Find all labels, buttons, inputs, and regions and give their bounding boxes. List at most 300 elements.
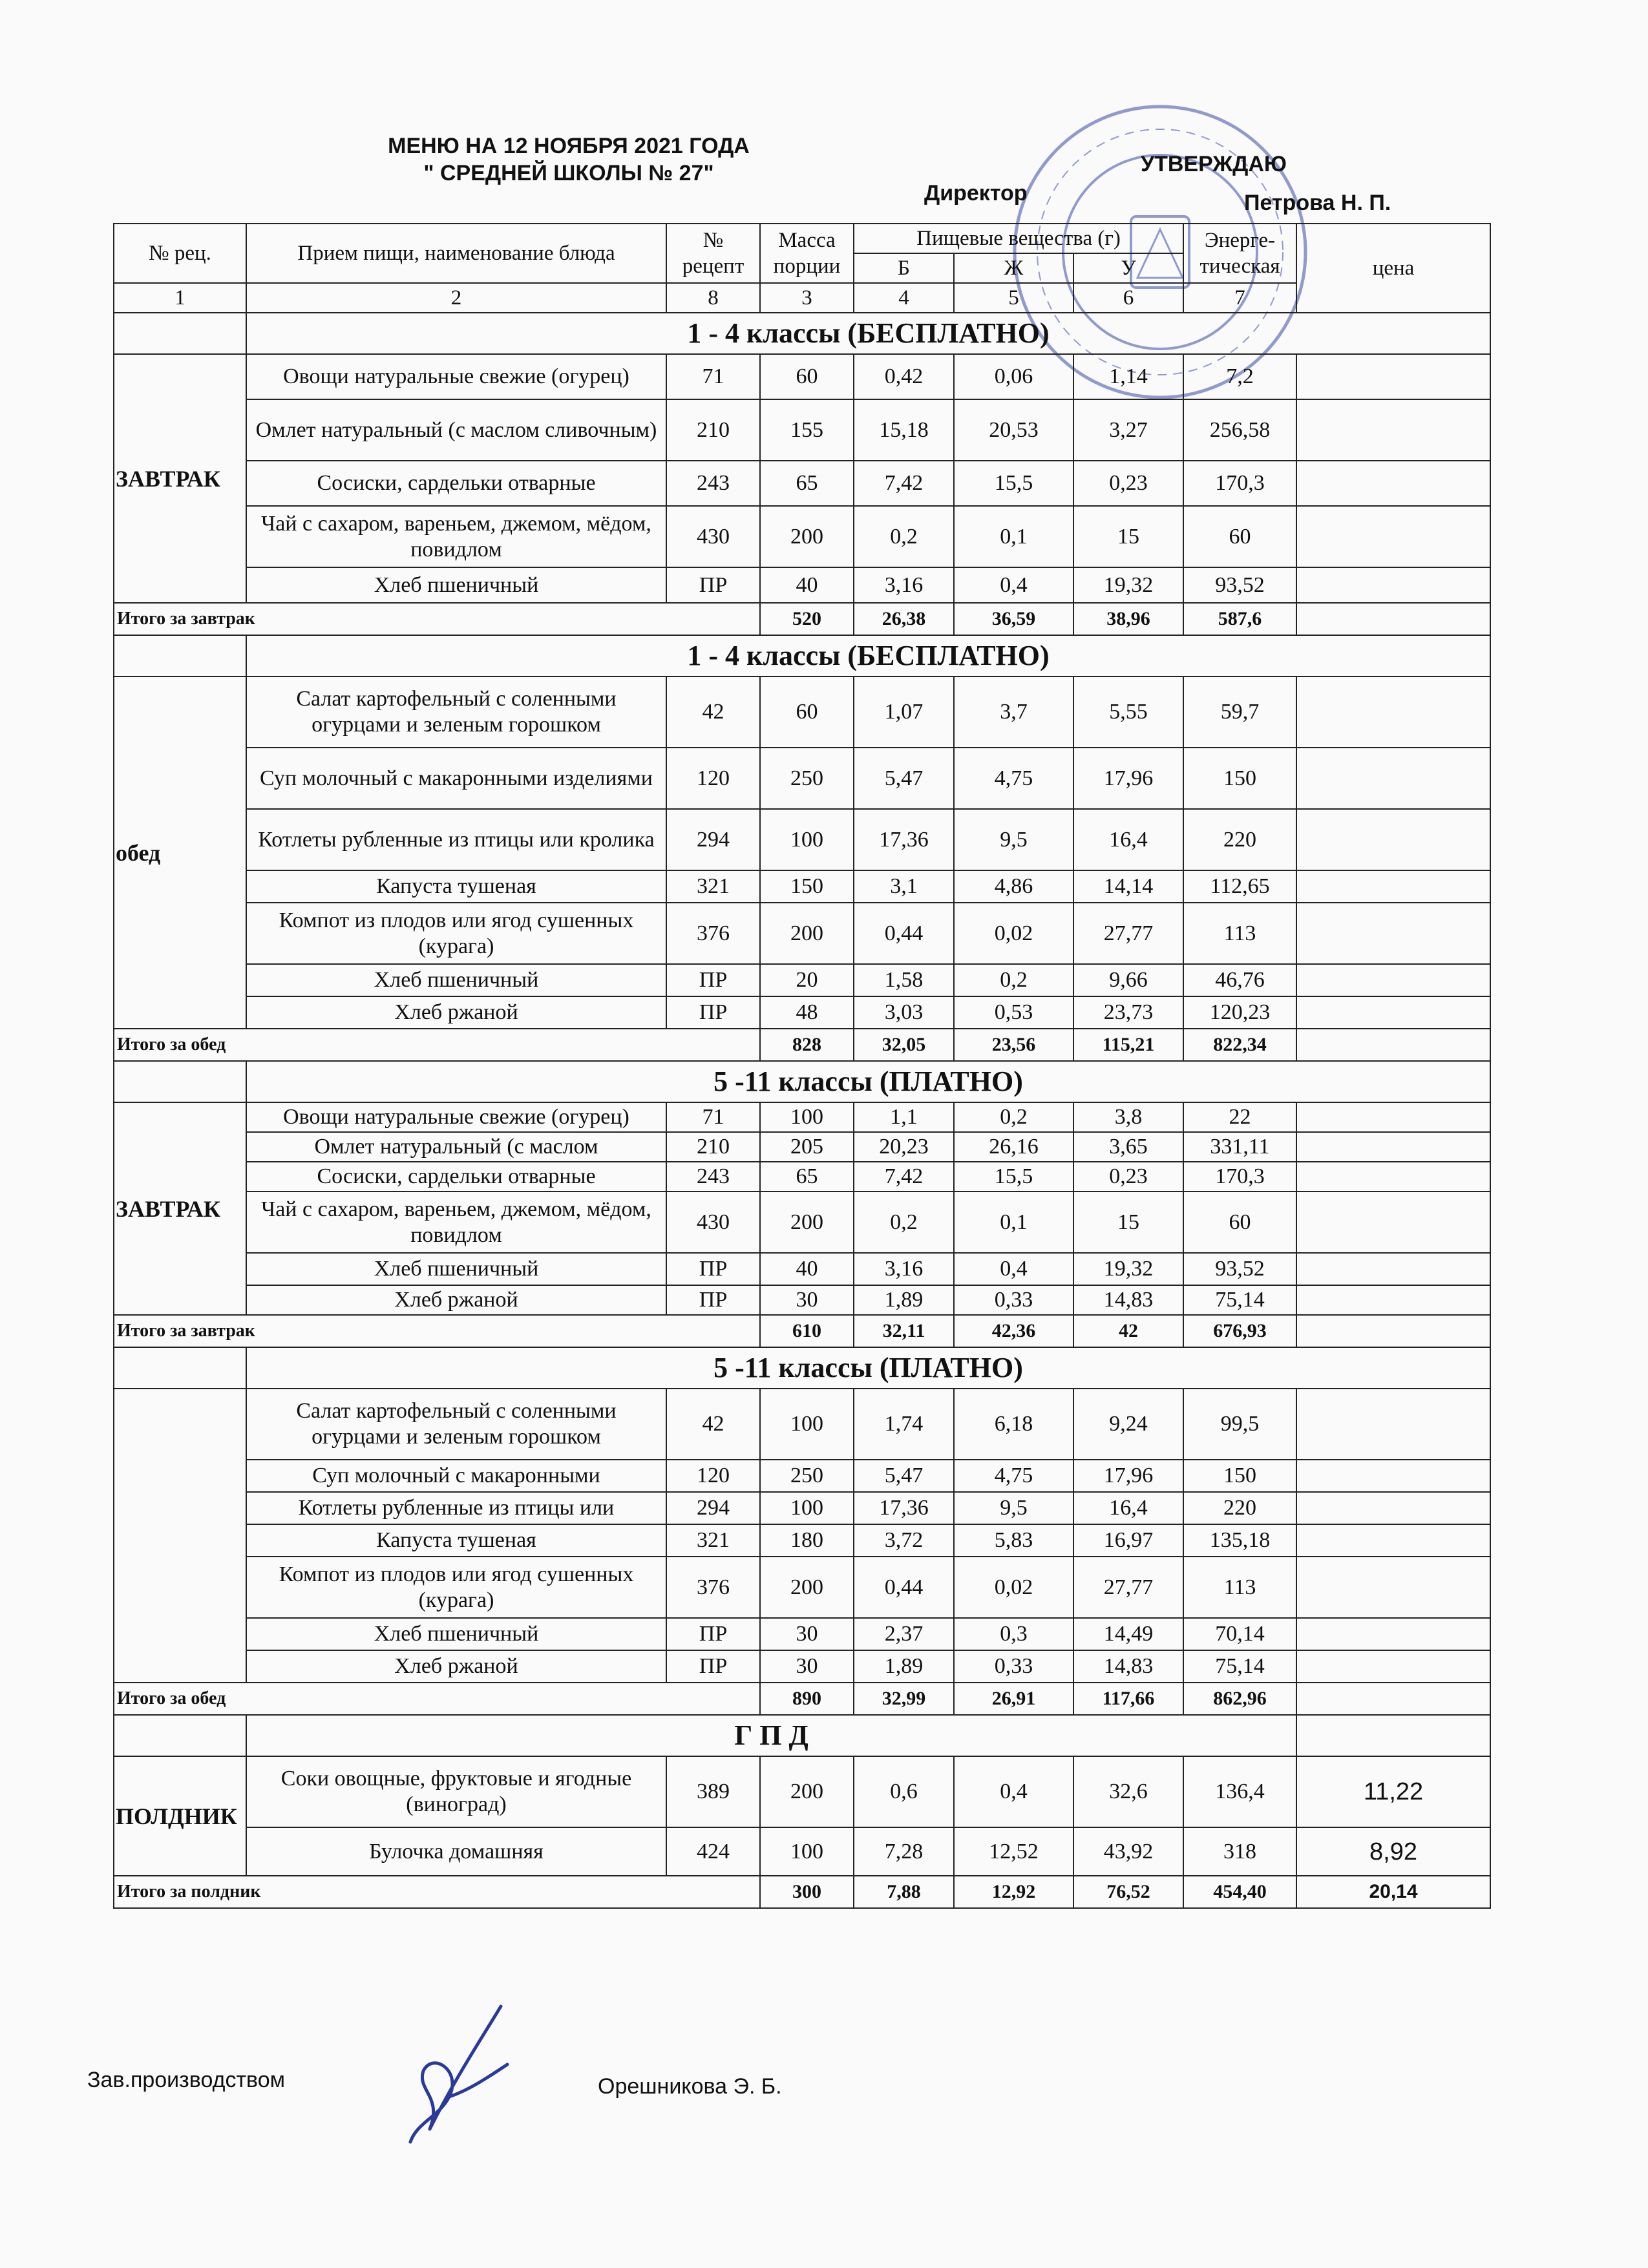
menu-row [114, 1460, 1490, 1492]
carb-value: 43,92 [1073, 1827, 1183, 1876]
recipe-number: 294 [666, 1492, 760, 1524]
section-spacer [114, 1347, 246, 1389]
recipe-number: 321 [666, 1524, 760, 1557]
portion-mass: 100 [760, 1389, 854, 1460]
price-value [1296, 1102, 1490, 1132]
price-value [1296, 354, 1490, 399]
recipe-number: 389 [666, 1756, 760, 1827]
energy-value: 150 [1183, 1460, 1296, 1492]
portion-mass: 60 [760, 677, 854, 748]
portion-mass: 30 [760, 1650, 854, 1683]
price-value [1296, 964, 1490, 996]
price-value [1296, 1618, 1490, 1650]
price-value: 11,22 [1296, 1756, 1490, 1827]
menu-table [113, 223, 1491, 1909]
approval-block [924, 152, 1428, 223]
protein-value: 2,37 [854, 1618, 954, 1650]
header-n7: 7 [1183, 283, 1296, 313]
portion-mass: 30 [760, 1618, 854, 1650]
fat-value: 0,1 [954, 506, 1073, 567]
energy-value: 112,65 [1183, 870, 1296, 903]
portion-mass: 200 [760, 903, 854, 964]
carb-value: 19,32 [1073, 567, 1183, 603]
portion-mass: 100 [760, 1492, 854, 1524]
fat-value: 0,1 [954, 1192, 1073, 1253]
fat-value: 26,16 [954, 1132, 1073, 1162]
menu-title [336, 132, 801, 187]
recipe-number: 376 [666, 1557, 760, 1618]
price-value [1296, 567, 1490, 603]
dish-name: Капуста тушеная [246, 1524, 666, 1557]
protein-value: 3,16 [854, 567, 954, 603]
total-energy: 454,40 [1183, 1876, 1296, 1908]
recipe-number: 120 [666, 748, 760, 809]
header-n5: 5 [954, 283, 1073, 313]
section-title-row [114, 1061, 1490, 1102]
header-energy: Энерге-тическая [1183, 224, 1296, 283]
total-carb: 42 [1073, 1315, 1183, 1347]
energy-value: 7,2 [1183, 354, 1296, 399]
dish-name: Овощи натуральные свежие (огурец) [246, 1102, 666, 1132]
section-spacer [114, 635, 246, 677]
recipe-number: 71 [666, 1102, 760, 1132]
dish-name: Котлеты рубленные из птицы или кролика [246, 809, 666, 870]
dish-name: Чай с сахаром, вареньем, джемом, мёдом, повидлом [246, 1192, 666, 1253]
total-mass: 828 [760, 1029, 854, 1061]
total-mass: 300 [760, 1876, 854, 1908]
dish-name: Булочка домашняя [246, 1827, 666, 1876]
fat-value: 0,2 [954, 964, 1073, 996]
section-spacer [1296, 1715, 1490, 1756]
total-protein: 26,38 [854, 603, 954, 635]
energy-value: 120,23 [1183, 996, 1296, 1029]
recipe-number: 321 [666, 870, 760, 903]
menu-row [114, 1618, 1490, 1650]
price-value [1296, 1460, 1490, 1492]
portion-mass: 20 [760, 964, 854, 996]
energy-value: 331,11 [1183, 1132, 1296, 1162]
energy-value: 170,3 [1183, 461, 1296, 506]
recipe-number: ПР [666, 1253, 760, 1285]
fat-value: 3,7 [954, 677, 1073, 748]
recipe-number: ПР [666, 1618, 760, 1650]
signature-icon [404, 2000, 520, 2148]
energy-value: 256,58 [1183, 399, 1296, 461]
protein-value: 7,42 [854, 461, 954, 506]
total-row [114, 1683, 1490, 1715]
portion-mass: 30 [760, 1285, 854, 1315]
dish-name: Хлеб ржаной [246, 996, 666, 1029]
section-title-row [114, 635, 1490, 677]
price-value [1296, 399, 1490, 461]
protein-value: 3,16 [854, 1253, 954, 1285]
header-mass: Масса порции [760, 224, 854, 283]
portion-mass: 180 [760, 1524, 854, 1557]
header-number-row [114, 283, 1490, 313]
section-title: 5 -11 классы (ПЛАТНО) [246, 1347, 1490, 1389]
recipe-number: 430 [666, 506, 760, 567]
footer-role: Зав.производством [87, 2068, 285, 2092]
total-fat: 12,92 [954, 1876, 1073, 1908]
portion-mass: 100 [760, 1827, 854, 1876]
dish-name: Хлеб ржаной [246, 1650, 666, 1683]
recipe-number: 243 [666, 1162, 760, 1192]
total-fat: 42,36 [954, 1315, 1073, 1347]
recipe-number: 376 [666, 903, 760, 964]
carb-value: 0,23 [1073, 461, 1183, 506]
menu-row [114, 1285, 1490, 1315]
total-price [1296, 1315, 1490, 1347]
protein-value: 0,2 [854, 1192, 954, 1253]
total-protein: 32,05 [854, 1029, 954, 1061]
recipe-number: 294 [666, 809, 760, 870]
section-spacer [114, 313, 246, 354]
energy-value: 318 [1183, 1827, 1296, 1876]
protein-value: 0,2 [854, 506, 954, 567]
price-value [1296, 748, 1490, 809]
price-value [1296, 1389, 1490, 1460]
price-value: 8,92 [1296, 1827, 1490, 1876]
carb-value: 9,24 [1073, 1389, 1183, 1460]
header-recipe-no: № рец. [114, 224, 246, 283]
menu-title-line2: " СРЕДНЕЙ ШКОЛЫ № 27" [423, 161, 714, 185]
approval-word: УТВЕРЖДАЮ [1141, 152, 1287, 176]
total-protein: 7,88 [854, 1876, 954, 1908]
portion-mass: 205 [760, 1132, 854, 1162]
price-value [1296, 1557, 1490, 1618]
menu-row [114, 1253, 1490, 1285]
dish-name: Сосиски, сардельки отварные [246, 461, 666, 506]
price-value [1296, 1192, 1490, 1253]
fat-value: 9,5 [954, 809, 1073, 870]
protein-value: 5,47 [854, 748, 954, 809]
protein-value: 1,07 [854, 677, 954, 748]
protein-value: 1,1 [854, 1102, 954, 1132]
fat-value: 0,3 [954, 1618, 1073, 1650]
total-mass: 520 [760, 603, 854, 635]
dish-name: Суп молочный с макаронными [246, 1460, 666, 1492]
carb-value: 27,77 [1073, 903, 1183, 964]
total-price [1296, 1029, 1490, 1061]
price-value [1296, 870, 1490, 903]
approval-role: Директор [924, 181, 1028, 205]
menu-row [114, 506, 1490, 567]
total-energy: 862,96 [1183, 1683, 1296, 1715]
carb-value: 27,77 [1073, 1557, 1183, 1618]
header-n3: 3 [760, 283, 854, 313]
recipe-number: ПР [666, 1650, 760, 1683]
meal-name: обед [114, 677, 246, 1029]
fat-value: 0,33 [954, 1650, 1073, 1683]
total-mass: 890 [760, 1683, 854, 1715]
dish-name: Салат картофельный с соленными огурцами и зеленым горошком [246, 1389, 666, 1460]
energy-value: 93,52 [1183, 567, 1296, 603]
fat-value: 0,4 [954, 1253, 1073, 1285]
header-nutrients: Пищевые вещества (г) [854, 224, 1183, 253]
protein-value: 17,36 [854, 809, 954, 870]
carb-value: 19,32 [1073, 1253, 1183, 1285]
total-carb: 38,96 [1073, 603, 1183, 635]
meal-name: ЗАВТРАК [114, 1102, 246, 1315]
carb-value: 15 [1073, 1192, 1183, 1253]
protein-value: 5,47 [854, 1460, 954, 1492]
menu-row [114, 964, 1490, 996]
protein-value: 0,6 [854, 1756, 954, 1827]
portion-mass: 48 [760, 996, 854, 1029]
total-fat: 26,91 [954, 1683, 1073, 1715]
energy-value: 60 [1183, 1192, 1296, 1253]
price-value [1296, 1253, 1490, 1285]
protein-value: 7,28 [854, 1827, 954, 1876]
total-label: Итого за полдник [114, 1876, 760, 1908]
total-row [114, 1876, 1490, 1908]
menu-row [114, 748, 1490, 809]
dish-name: Компот из плодов или ягод сушенных (курага) [246, 1557, 666, 1618]
price-value [1296, 903, 1490, 964]
menu-row [114, 996, 1490, 1029]
dish-name: Котлеты рубленные из птицы или [246, 1492, 666, 1524]
recipe-number: 71 [666, 354, 760, 399]
portion-mass: 200 [760, 1756, 854, 1827]
portion-mass: 200 [760, 506, 854, 567]
recipe-number: 424 [666, 1827, 760, 1876]
menu-row [114, 1132, 1490, 1162]
carb-value: 15 [1073, 506, 1183, 567]
section-title-row [114, 313, 1490, 354]
meal-name: ЗАВТРАК [114, 354, 246, 603]
fat-value: 6,18 [954, 1389, 1073, 1460]
fat-value: 20,53 [954, 399, 1073, 461]
menu-row [114, 1827, 1490, 1876]
total-price [1296, 603, 1490, 635]
portion-mass: 40 [760, 1253, 854, 1285]
energy-value: 99,5 [1183, 1389, 1296, 1460]
menu-row [114, 1650, 1490, 1683]
recipe-number: 42 [666, 677, 760, 748]
header-b: Б [854, 253, 954, 283]
recipe-number: 210 [666, 1132, 760, 1162]
header-n8: 8 [666, 283, 760, 313]
total-mass: 610 [760, 1315, 854, 1347]
total-label: Итого за завтрак [114, 603, 760, 635]
recipe-number: ПР [666, 1285, 760, 1315]
portion-mass: 200 [760, 1557, 854, 1618]
section-title-row [114, 1715, 1490, 1756]
energy-value: 136,4 [1183, 1756, 1296, 1827]
section-title: 1 - 4 классы (БЕСПЛАТНО) [246, 635, 1490, 677]
protein-value: 1,74 [854, 1389, 954, 1460]
dish-name: Чай с сахаром, вареньем, джемом, мёдом, повидлом [246, 506, 666, 567]
total-protein: 32,99 [854, 1683, 954, 1715]
carb-value: 14,49 [1073, 1618, 1183, 1650]
meal-name: ПОЛДНИК [114, 1756, 246, 1876]
energy-value: 60 [1183, 506, 1296, 567]
energy-value: 70,14 [1183, 1618, 1296, 1650]
fat-value: 4,86 [954, 870, 1073, 903]
carb-value: 3,65 [1073, 1132, 1183, 1162]
dish-name: Сосиски, сардельки отварные [246, 1162, 666, 1192]
fat-value: 0,4 [954, 1756, 1073, 1827]
price-value [1296, 1650, 1490, 1683]
energy-value: 93,52 [1183, 1253, 1296, 1285]
total-label: Итого за обед [114, 1683, 760, 1715]
portion-mass: 155 [760, 399, 854, 461]
menu-row [114, 567, 1490, 603]
recipe-number: 120 [666, 1460, 760, 1492]
energy-value: 22 [1183, 1102, 1296, 1132]
portion-mass: 250 [760, 1460, 854, 1492]
menu-row [114, 1192, 1490, 1253]
header-zh: Ж [954, 253, 1073, 283]
dish-name: Омлет натуральный (с маслом сливочным) [246, 399, 666, 461]
menu-row [114, 1557, 1490, 1618]
price-value [1296, 1162, 1490, 1192]
fat-value: 4,75 [954, 748, 1073, 809]
menu-row [114, 1389, 1490, 1460]
protein-value: 7,42 [854, 1162, 954, 1192]
price-value [1296, 1132, 1490, 1162]
fat-value: 0,06 [954, 354, 1073, 399]
fat-value: 15,5 [954, 461, 1073, 506]
dish-name: Суп молочный с макаронными изделиями [246, 748, 666, 809]
protein-value: 17,36 [854, 1492, 954, 1524]
total-row [114, 1315, 1490, 1347]
menu-row [114, 903, 1490, 964]
dish-name: Компот из плодов или ягод сушенных (курага) [246, 903, 666, 964]
energy-value: 113 [1183, 1557, 1296, 1618]
total-label: Итого за обед [114, 1029, 760, 1061]
menu-row [114, 461, 1490, 506]
total-label: Итого за завтрак [114, 1315, 760, 1347]
menu-row [114, 1492, 1490, 1524]
recipe-number: ПР [666, 996, 760, 1029]
portion-mass: 65 [760, 461, 854, 506]
price-value [1296, 461, 1490, 506]
dish-name: Хлеб пшеничный [246, 567, 666, 603]
menu-row [114, 809, 1490, 870]
energy-value: 135,18 [1183, 1524, 1296, 1557]
carb-value: 14,83 [1073, 1650, 1183, 1683]
energy-value: 46,76 [1183, 964, 1296, 996]
price-value [1296, 1524, 1490, 1557]
fat-value: 4,75 [954, 1460, 1073, 1492]
total-protein: 32,11 [854, 1315, 954, 1347]
menu-row [114, 1756, 1490, 1827]
section-spacer [114, 1061, 246, 1102]
fat-value: 9,5 [954, 1492, 1073, 1524]
header-n6: 6 [1073, 283, 1183, 313]
fat-value: 12,52 [954, 1827, 1073, 1876]
protein-value: 0,44 [854, 1557, 954, 1618]
dish-name: Соки овощные, фруктовые и ягодные (виноград) [246, 1756, 666, 1827]
portion-mass: 60 [760, 354, 854, 399]
energy-value: 220 [1183, 1492, 1296, 1524]
section-spacer [114, 1715, 246, 1756]
portion-mass: 200 [760, 1192, 854, 1253]
protein-value: 15,18 [854, 399, 954, 461]
menu-row [114, 677, 1490, 748]
energy-value: 220 [1183, 809, 1296, 870]
dish-name: Салат картофельный с соленными огурцами и зеленым горошком [246, 677, 666, 748]
fat-value: 15,5 [954, 1162, 1073, 1192]
protein-value: 0,44 [854, 903, 954, 964]
price-value [1296, 809, 1490, 870]
total-row [114, 603, 1490, 635]
energy-value: 75,14 [1183, 1650, 1296, 1683]
portion-mass: 100 [760, 809, 854, 870]
carb-value: 9,66 [1073, 964, 1183, 996]
carb-value: 17,96 [1073, 748, 1183, 809]
protein-value: 3,1 [854, 870, 954, 903]
dish-name: Омлет натуральный (с маслом [246, 1132, 666, 1162]
approval-name: Петрова Н. П. [1244, 191, 1391, 215]
fat-value: 0,02 [954, 1557, 1073, 1618]
carb-value: 3,8 [1073, 1102, 1183, 1132]
recipe-number: 210 [666, 399, 760, 461]
energy-value: 75,14 [1183, 1285, 1296, 1315]
portion-mass: 65 [760, 1162, 854, 1192]
fat-value: 0,2 [954, 1102, 1073, 1132]
price-value [1296, 1285, 1490, 1315]
protein-value: 0,42 [854, 354, 954, 399]
total-carb: 115,21 [1073, 1029, 1183, 1061]
section-title-row [114, 1347, 1490, 1389]
fat-value: 0,33 [954, 1285, 1073, 1315]
protein-value: 3,72 [854, 1524, 954, 1557]
menu-row [114, 399, 1490, 461]
protein-value: 20,23 [854, 1132, 954, 1162]
carb-value: 0,23 [1073, 1162, 1183, 1192]
carb-value: 14,14 [1073, 870, 1183, 903]
menu-row [114, 1162, 1490, 1192]
header-recipe: № рецепт [666, 224, 760, 283]
header-n4: 4 [854, 283, 954, 313]
carb-value: 23,73 [1073, 996, 1183, 1029]
dish-name: Хлеб пшеничный [246, 1618, 666, 1650]
price-value [1296, 1492, 1490, 1524]
total-carb: 76,52 [1073, 1876, 1183, 1908]
energy-value: 113 [1183, 903, 1296, 964]
total-fat: 36,59 [954, 603, 1073, 635]
dish-name: Овощи натуральные свежие (огурец) [246, 354, 666, 399]
section-title: 5 -11 классы (ПЛАТНО) [246, 1061, 1490, 1102]
total-energy: 587,6 [1183, 603, 1296, 635]
portion-mass: 150 [760, 870, 854, 903]
header-price: цена [1296, 224, 1490, 313]
energy-value: 150 [1183, 748, 1296, 809]
menu-row [114, 1102, 1490, 1132]
dish-name: Хлеб ржаной [246, 1285, 666, 1315]
energy-value: 170,3 [1183, 1162, 1296, 1192]
protein-value: 1,89 [854, 1285, 954, 1315]
header-n2: 2 [246, 283, 666, 313]
protein-value: 1,58 [854, 964, 954, 996]
menu-row [114, 870, 1490, 903]
carb-value: 32,6 [1073, 1756, 1183, 1827]
fat-value: 0,4 [954, 567, 1073, 603]
recipe-number: 430 [666, 1192, 760, 1253]
fat-value: 0,53 [954, 996, 1073, 1029]
price-value [1296, 677, 1490, 748]
portion-mass: 40 [760, 567, 854, 603]
total-carb: 117,66 [1073, 1683, 1183, 1715]
fat-value: 5,83 [954, 1524, 1073, 1557]
footer-name: Орешникова Э. Б. [598, 2074, 782, 2099]
menu-title-line1: МЕНЮ НА 12 НОЯБРЯ 2021 ГОДА [388, 134, 750, 158]
total-energy: 822,34 [1183, 1029, 1296, 1061]
carb-value: 5,55 [1073, 677, 1183, 748]
carb-value: 17,96 [1073, 1460, 1183, 1492]
